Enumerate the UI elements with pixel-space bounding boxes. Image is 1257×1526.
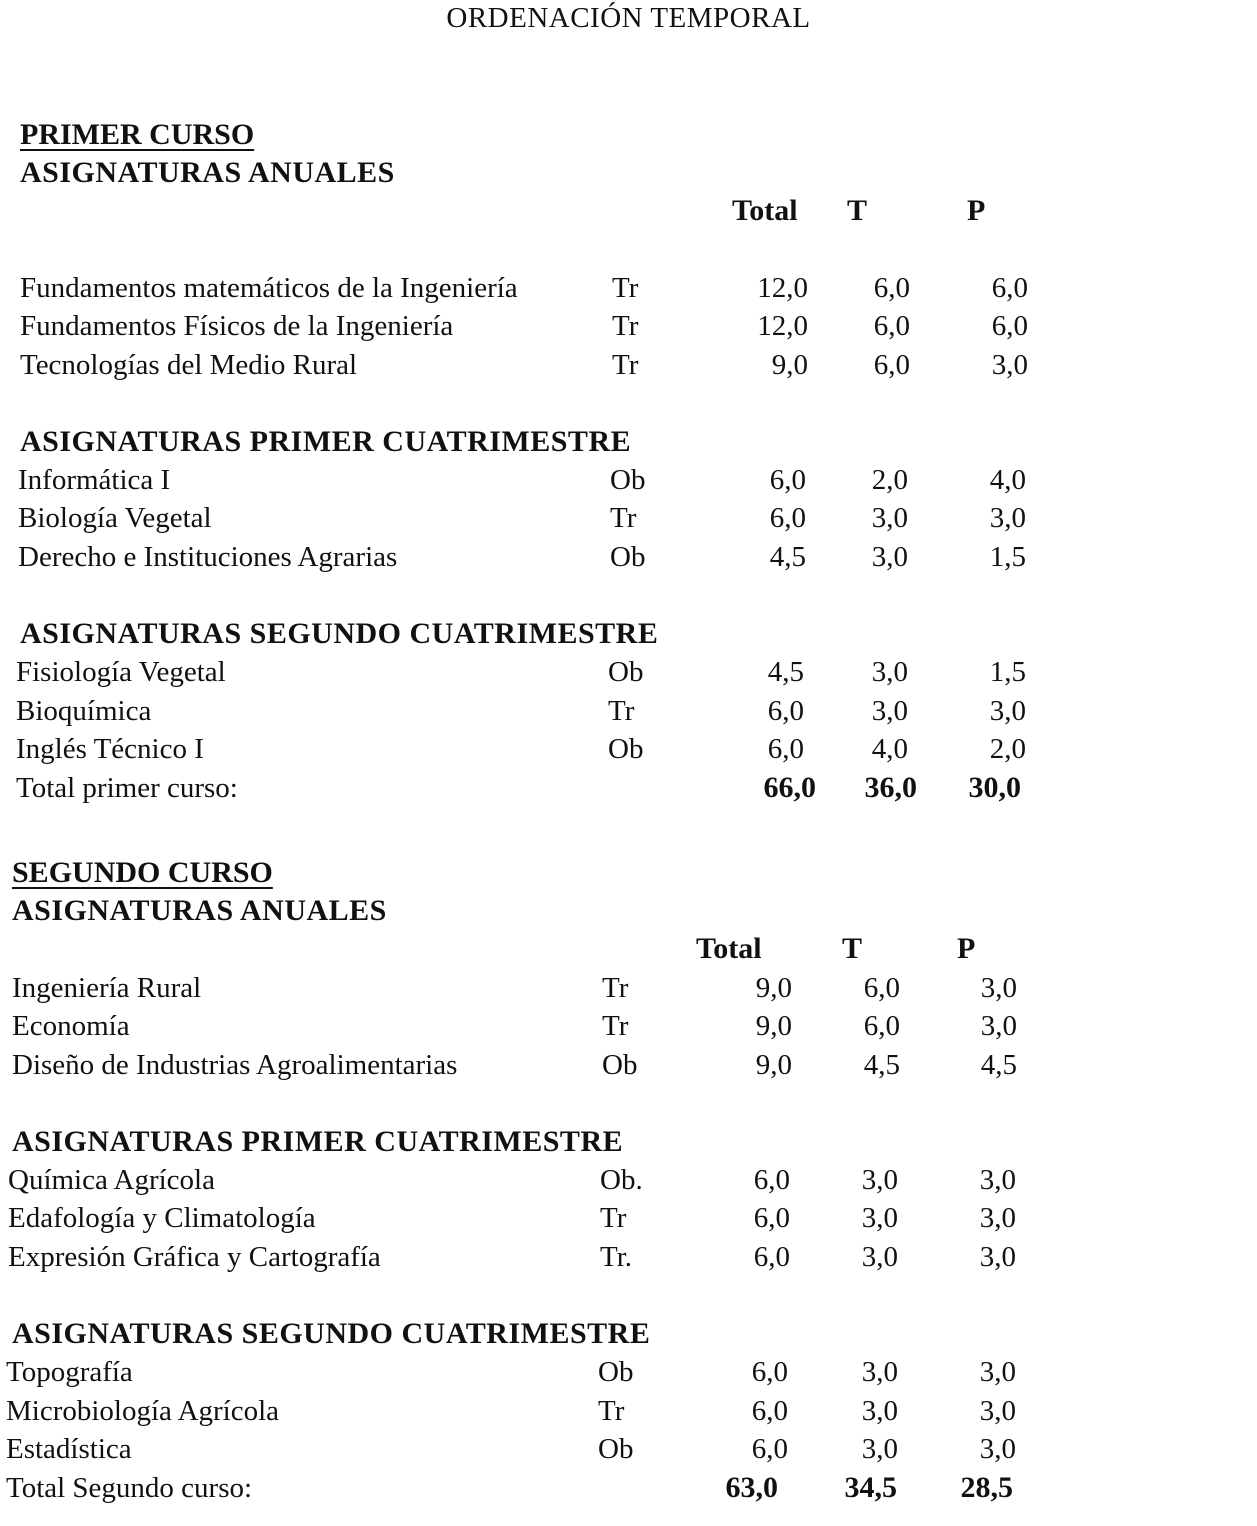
subject-total: 4,5	[769, 541, 806, 574]
subject-total: 6,0	[767, 694, 804, 727]
segundo-curso-section	[6, 854, 1033, 1508]
subject-t: 2,0	[871, 463, 908, 496]
anuales-heading: ASIGNATURAS ANUALES	[20, 156, 395, 189]
subject-type: Tr	[602, 971, 629, 1004]
subject-type: Tr	[612, 271, 639, 304]
subject-type: Ob	[608, 655, 644, 688]
subject-name: Estadística	[6, 1433, 132, 1466]
subject-total: 6,0	[753, 1241, 790, 1274]
subject-t: 6,0	[863, 1010, 900, 1043]
c2-heading: ASIGNATURAS SEGUNDO CUATRIMESTRE	[12, 1316, 651, 1350]
course-title: SEGUNDO CURSO	[12, 856, 273, 889]
subject-p: 1,5	[989, 655, 1026, 688]
subject-total: 6,0	[769, 463, 806, 496]
column-headers	[12, 930, 1033, 969]
subject-row	[20, 307, 1041, 346]
subject-name: Tecnologías del Medio Rural	[20, 349, 358, 382]
subject-name: Derecho e Instituciones Agrarias	[18, 541, 398, 574]
subject-row	[16, 730, 1041, 769]
subject-total: 4,5	[767, 655, 804, 688]
subject-row	[6, 1392, 1033, 1431]
header-t: T	[847, 194, 868, 227]
subject-name: Informática I	[18, 463, 171, 496]
total-t: 34,5	[844, 1470, 897, 1504]
total-row	[16, 769, 1041, 808]
subject-name: Bioquímica	[16, 694, 152, 727]
subject-p: 3,0	[980, 1010, 1017, 1043]
subject-t: 3,0	[861, 1163, 898, 1196]
subject-total: 6,0	[753, 1202, 790, 1235]
subject-total: 12,0	[757, 310, 808, 343]
subject-total: 9,0	[771, 349, 808, 382]
subject-row	[20, 538, 1041, 577]
subject-t: 4,5	[863, 1049, 900, 1082]
subject-row	[8, 1199, 1033, 1238]
subject-t: 6,0	[863, 971, 900, 1004]
subject-row	[16, 692, 1041, 731]
subject-p: 3,0	[979, 1241, 1016, 1274]
total-p: 28,5	[960, 1470, 1013, 1504]
subject-t: 4,0	[871, 733, 908, 766]
subject-p: 4,5	[980, 1049, 1017, 1082]
subject-t: 3,0	[861, 1241, 898, 1274]
total-p: 30,0	[968, 770, 1021, 804]
subject-row	[8, 1161, 1033, 1200]
anuales-list	[12, 969, 1033, 1085]
header-total: Total	[696, 932, 762, 965]
subject-type: Ob	[610, 541, 646, 574]
subject-total: 6,0	[751, 1355, 788, 1388]
total-t: 36,0	[864, 770, 917, 804]
subject-row	[6, 1430, 1033, 1469]
total-value: 63,0	[725, 1470, 778, 1504]
subject-total: 6,0	[753, 1163, 790, 1196]
c1-heading: ASIGNATURAS PRIMER CUATRIMESTRE	[20, 424, 632, 458]
subject-row	[12, 1007, 1033, 1046]
subject-total: 6,0	[769, 502, 806, 535]
subject-name: Diseño de Industrias Agroalimentarias	[12, 1049, 458, 1082]
subject-type: Tr	[608, 694, 635, 727]
subject-total: 9,0	[755, 1049, 792, 1082]
subject-type: Ob	[610, 463, 646, 496]
anuales-list	[20, 269, 1041, 385]
subject-type: Tr.	[600, 1241, 633, 1274]
subject-type: Ob.	[600, 1163, 643, 1196]
subject-p: 3,0	[980, 971, 1017, 1004]
subject-t: 3,0	[871, 541, 908, 574]
subject-total: 6,0	[751, 1394, 788, 1427]
subject-p: 1,5	[989, 541, 1026, 574]
total-label: Total Segundo curso:	[6, 1471, 253, 1504]
subject-name: Fundamentos matemáticos de la Ingeniería	[20, 271, 518, 304]
subject-type: Tr	[600, 1202, 627, 1235]
subject-type: Ob	[602, 1049, 638, 1082]
subject-name: Topografía	[6, 1355, 133, 1388]
subject-t: 6,0	[873, 310, 910, 343]
subject-name: Expresión Gráfica y Cartografía	[8, 1241, 381, 1274]
subject-t: 3,0	[861, 1202, 898, 1235]
anuales-heading: ASIGNATURAS ANUALES	[12, 894, 387, 927]
header-p: P	[967, 194, 986, 227]
subject-p: 3,0	[991, 349, 1028, 382]
subject-t: 3,0	[871, 694, 908, 727]
subject-p: 3,0	[979, 1163, 1016, 1196]
subject-name: Fisiología Vegetal	[16, 655, 226, 688]
c2-heading: ASIGNATURAS SEGUNDO CUATRIMESTRE	[20, 616, 659, 650]
course-title: PRIMER CURSO	[20, 118, 255, 151]
subject-row	[20, 346, 1041, 385]
subject-t: 3,0	[871, 502, 908, 535]
subject-p: 3,0	[979, 1202, 1016, 1235]
subject-type: Ob	[598, 1433, 634, 1466]
subject-t: 6,0	[873, 349, 910, 382]
subject-name: Edafología y Climatología	[8, 1202, 316, 1235]
subject-type: Tr	[610, 502, 637, 535]
subject-type: Tr	[602, 1010, 629, 1043]
subject-name: Microbiología Agrícola	[6, 1394, 280, 1427]
subject-p: 3,0	[989, 502, 1026, 535]
subject-p: 3,0	[979, 1355, 1016, 1388]
subject-p: 3,0	[979, 1394, 1016, 1427]
subject-t: 3,0	[861, 1433, 898, 1466]
subject-type: Tr	[612, 349, 639, 382]
subject-t: 3,0	[861, 1355, 898, 1388]
total-label: Total primer curso:	[16, 771, 238, 804]
c2-list	[6, 1353, 1033, 1469]
subject-name: Química Agrícola	[8, 1163, 215, 1196]
subject-type: Ob	[598, 1355, 634, 1388]
subject-p: 6,0	[991, 271, 1028, 304]
subject-p: 2,0	[989, 733, 1026, 766]
c1-list	[8, 1161, 1033, 1277]
subject-name: Fundamentos Físicos de la Ingeniería	[20, 310, 454, 343]
subject-total: 12,0	[757, 271, 808, 304]
subject-name: Biología Vegetal	[18, 502, 212, 535]
subject-total: 6,0	[751, 1433, 788, 1466]
subject-row	[12, 1046, 1033, 1085]
subject-type: Tr	[598, 1394, 625, 1427]
header-p: P	[957, 932, 976, 965]
total-value: 66,0	[763, 770, 816, 804]
subject-p: 6,0	[991, 310, 1028, 343]
subject-name: Economía	[12, 1010, 130, 1043]
subject-t: 3,0	[871, 655, 908, 688]
subject-type: Tr	[612, 310, 639, 343]
subject-row	[12, 969, 1033, 1008]
subject-t: 6,0	[873, 271, 910, 304]
column-headers	[20, 192, 1041, 231]
subject-row	[6, 1353, 1033, 1392]
subject-p: 3,0	[989, 694, 1026, 727]
subject-t: 3,0	[861, 1394, 898, 1427]
subject-name: Inglés Técnico I	[16, 733, 204, 766]
subject-total: 9,0	[755, 971, 792, 1004]
subject-row	[20, 461, 1041, 500]
subject-type: Ob	[608, 733, 644, 766]
subject-total: 6,0	[767, 733, 804, 766]
header-total: Total	[732, 194, 798, 227]
c2-list	[16, 653, 1041, 769]
c1-heading: ASIGNATURAS PRIMER CUATRIMESTRE	[12, 1124, 624, 1158]
page-title: ORDENACIÓN TEMPORAL	[446, 2, 811, 34]
subject-total: 9,0	[755, 1010, 792, 1043]
subject-row	[20, 269, 1041, 308]
subject-name: Ingeniería Rural	[12, 971, 202, 1004]
total-row	[6, 1469, 1033, 1508]
subject-row	[8, 1238, 1033, 1277]
header-t: T	[842, 932, 863, 965]
subject-p: 4,0	[989, 463, 1026, 496]
subject-row	[16, 653, 1041, 692]
subject-p: 3,0	[979, 1433, 1016, 1466]
primer-curso-section	[16, 116, 1041, 808]
c1-list	[20, 461, 1041, 577]
subject-row	[20, 499, 1041, 538]
